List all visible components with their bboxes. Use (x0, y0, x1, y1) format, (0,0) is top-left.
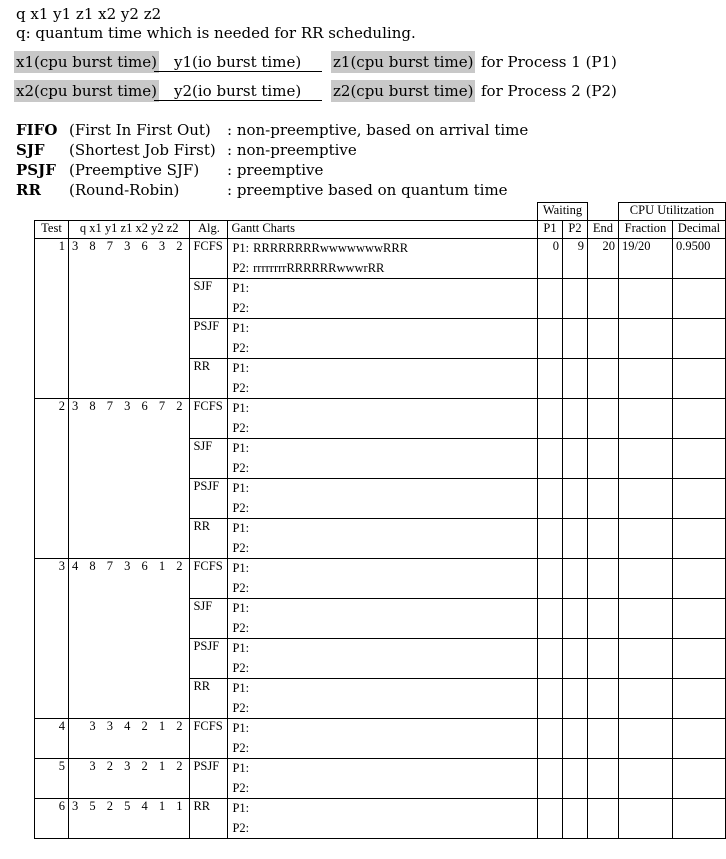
cpu-fraction-cell[interactable] (618, 519, 672, 559)
gantt-p1-label: P1: (232, 681, 250, 695)
test-number-cell: 5 (35, 759, 69, 799)
waiting-p1-cell[interactable]: 0 (538, 239, 563, 279)
algorithm-abbr: FIFO (16, 121, 58, 139)
test-number-cell: 6 (35, 799, 69, 839)
test-params-cell: 4 8 7 3 6 1 2 (68, 559, 190, 719)
gantt-chart-cell (228, 479, 538, 519)
waiting-p1-cell[interactable] (538, 759, 563, 799)
waiting-p2-cell[interactable] (563, 479, 588, 519)
waiting-p1-cell[interactable] (538, 599, 563, 639)
end-time-cell[interactable] (588, 799, 619, 839)
algorithm-cell: FCFS (190, 719, 228, 759)
algorithm-full-name: (Shortest Job First) (69, 141, 216, 159)
gantt-chart-cell (228, 399, 538, 439)
gantt-p2-line (232, 419, 533, 439)
algorithm-abbr: PSJF (16, 161, 56, 179)
gantt-p1-line (232, 559, 533, 579)
waiting-p2-cell[interactable]: 9 (563, 239, 588, 279)
algorithm-cell: SJF (190, 599, 228, 639)
gantt-p2-label: P2: (232, 660, 250, 675)
gantt-p2-label: P2: (232, 300, 250, 315)
gantt-p1-label: P1: (232, 321, 250, 335)
test-params-cell: 3 8 7 3 6 7 2 (68, 399, 190, 559)
gantt-chart-cell (228, 359, 538, 399)
gantt-p1-label: P1: (232, 281, 250, 295)
gantt-p2-value[interactable]: rrrrrrrrRRRRRRwwwrRR (253, 260, 385, 275)
waiting-p2-cell[interactable] (563, 599, 588, 639)
gantt-p1-line (232, 679, 533, 699)
gantt-p2-label: P2: (232, 460, 250, 475)
gantt-chart-cell (228, 639, 538, 679)
cpu-fraction-cell[interactable] (618, 559, 672, 599)
test-params-cell: 3 8 7 3 6 3 2 (68, 239, 190, 399)
gantt-p2-line (232, 259, 533, 279)
algorithm-description: : preemptive (227, 161, 324, 179)
gantt-chart-cell (228, 279, 538, 319)
algorithm-cell: RR (190, 359, 228, 399)
cpu-fraction-cell[interactable] (618, 319, 672, 359)
col-alg-header: Alg. (190, 221, 228, 239)
algorithm-cell: RR (190, 519, 228, 559)
waiting-p2-cell[interactable] (563, 319, 588, 359)
gantt-p1-value[interactable]: RRRRRRRRwwwwwwwRRR (253, 241, 409, 255)
gantt-chart-cell (228, 719, 538, 759)
algorithm-cell: SJF (190, 279, 228, 319)
gantt-p1-line (232, 399, 533, 419)
algorithm-full-name: (Round-Robin) (69, 181, 180, 199)
algorithm-cell: PSJF (190, 759, 228, 799)
waiting-group-header: Waiting (538, 203, 588, 221)
gantt-p2-label: P2: (232, 380, 250, 395)
gantt-p1-line (232, 799, 533, 819)
col-decimal-header: Decimal (672, 221, 725, 239)
cpu-decimal-cell[interactable] (672, 359, 725, 399)
col-waiting-p2-header: P2 (563, 221, 588, 239)
gantt-chart-cell (228, 559, 538, 599)
algorithm-cell: FCFS (190, 559, 228, 599)
gantt-p1-line (232, 639, 533, 659)
gantt-p2-line (232, 779, 533, 799)
gantt-chart-cell (228, 759, 538, 799)
gantt-chart-cell (228, 679, 538, 719)
gantt-p2-line (232, 739, 533, 759)
waiting-p1-cell[interactable] (538, 399, 563, 439)
cpu-fraction-cell[interactable] (618, 359, 672, 399)
end-time-cell[interactable] (588, 639, 619, 679)
end-time-cell[interactable] (588, 679, 619, 719)
algorithm-cell: FCFS (190, 399, 228, 439)
gantt-p2-line (232, 659, 533, 679)
scheduling-table (34, 202, 726, 839)
format-line: q x1 y1 z1 x2 y2 z2 (16, 5, 162, 23)
cpu-burst-1-label: x2(cpu burst time) (16, 82, 157, 100)
end-time-cell[interactable] (588, 519, 619, 559)
waiting-p1-cell[interactable] (538, 719, 563, 759)
cpu-decimal-cell[interactable] (672, 279, 725, 319)
gantt-p1-label: P1: (232, 521, 250, 535)
cpu-fraction-cell[interactable] (618, 279, 672, 319)
io-burst-label: y1(io burst time) (154, 51, 322, 72)
cpu-decimal-cell[interactable] (672, 679, 725, 719)
waiting-p2-cell[interactable] (563, 279, 588, 319)
cpu-fraction-cell[interactable] (618, 679, 672, 719)
process-description: for Process 1 (P1) (481, 53, 617, 71)
cpu-decimal-cell[interactable] (672, 759, 725, 799)
waiting-p2-cell[interactable] (563, 759, 588, 799)
waiting-p1-cell[interactable] (538, 359, 563, 399)
col-fraction-header: Fraction (618, 221, 672, 239)
algorithm-full-name: (Preemptive SJF) (69, 161, 200, 179)
waiting-p1-cell[interactable] (538, 319, 563, 359)
gantt-p2-line (232, 339, 533, 359)
cpu-decimal-cell[interactable] (672, 319, 725, 359)
gantt-p1-label: P1: (232, 721, 250, 735)
gantt-p2-line (232, 579, 533, 599)
algorithm-cell: RR (190, 679, 228, 719)
gantt-p2-line (232, 619, 533, 639)
cpu-burst-1-label: x1(cpu burst time) (16, 53, 157, 71)
cpu-decimal-cell[interactable] (672, 479, 725, 519)
algorithm-full-name: (First In First Out) (69, 121, 211, 139)
gantt-chart-cell (228, 799, 538, 839)
end-time-cell[interactable] (588, 559, 619, 599)
cpu-fraction-cell[interactable] (618, 399, 672, 439)
gantt-p2-label: P2: (232, 340, 250, 355)
gantt-p1-label: P1: (232, 361, 250, 375)
end-time-cell[interactable] (588, 719, 619, 759)
cpu-decimal-cell[interactable] (672, 399, 725, 439)
cpu-decimal-cell[interactable] (672, 639, 725, 679)
gantt-p2-label: P2: (232, 820, 250, 835)
waiting-p1-cell[interactable] (538, 799, 563, 839)
table-row (35, 759, 726, 799)
gantt-p2-label: P2: (232, 620, 250, 635)
cpu-decimal-cell[interactable] (672, 599, 725, 639)
gantt-p2-line (232, 539, 533, 559)
algorithm-abbr: SJF (16, 141, 45, 159)
waiting-p2-cell[interactable] (563, 679, 588, 719)
end-time-cell[interactable] (588, 479, 619, 519)
algorithm-cell: PSJF (190, 639, 228, 679)
end-time-cell[interactable]: 20 (588, 239, 619, 279)
gantt-chart-cell (228, 239, 538, 279)
test-number-cell: 4 (35, 719, 69, 759)
gantt-p1-label: P1: (232, 641, 250, 655)
end-time-cell[interactable] (588, 759, 619, 799)
gantt-p1-label: P1: (232, 601, 250, 615)
waiting-p2-cell[interactable] (563, 799, 588, 839)
end-time-cell[interactable] (588, 319, 619, 359)
gantt-p2-label: P2: (232, 260, 250, 275)
cpu-fraction-cell[interactable] (618, 479, 672, 519)
cpu-fraction-cell[interactable]: 19/20 (618, 239, 672, 279)
gantt-p1-line (232, 519, 533, 539)
algorithm-abbr: RR (16, 181, 41, 199)
cpu-burst-2-label: z2(cpu burst time) (333, 82, 474, 100)
cpu-decimal-cell[interactable] (672, 719, 725, 759)
cpu-fraction-cell[interactable] (618, 719, 672, 759)
table-row (35, 399, 726, 439)
cpu-burst-2-label: z1(cpu burst time) (333, 53, 474, 71)
gantt-p1-label: P1: (232, 801, 250, 815)
waiting-p1-cell[interactable] (538, 639, 563, 679)
gantt-p2-line (232, 499, 533, 519)
waiting-p1-cell[interactable] (538, 279, 563, 319)
cpu-decimal-cell[interactable] (672, 519, 725, 559)
gantt-p1-line (232, 599, 533, 619)
process-description: for Process 2 (P2) (481, 82, 617, 100)
algorithm-description: : preemptive based on quantum time (227, 181, 508, 199)
waiting-p1-cell[interactable] (538, 439, 563, 479)
gantt-p2-line (232, 699, 533, 719)
gantt-p1-label: P1: (232, 561, 250, 575)
cpu-decimal-cell[interactable] (672, 799, 725, 839)
test-number-cell: 1 (35, 239, 69, 399)
gantt-p2-label: P2: (232, 540, 250, 555)
col-gantt-header: Gantt Charts (228, 221, 538, 239)
gantt-p1-line (232, 719, 533, 739)
gantt-p1-label: P1: (232, 401, 250, 415)
col-params-header: q x1 y1 z1 x2 y2 z2 (68, 221, 190, 239)
test-params-cell: 3 2 3 2 1 2 (68, 759, 190, 799)
table-row (35, 719, 726, 759)
cpu-decimal-cell[interactable] (672, 559, 725, 599)
waiting-p2-cell[interactable] (563, 719, 588, 759)
end-time-cell[interactable] (588, 359, 619, 399)
algorithm-description: : non-preemptive (227, 141, 357, 159)
gantt-p2-label: P2: (232, 740, 250, 755)
gantt-chart-cell (228, 599, 538, 639)
gantt-p1-line (232, 479, 533, 499)
end-time-cell[interactable] (588, 599, 619, 639)
algorithm-description: : non-preemptive, based on arrival time (227, 121, 529, 139)
end-time-cell[interactable] (588, 279, 619, 319)
quantum-description: q: quantum time which is needed for RR scheduling. (16, 24, 416, 42)
gantt-p2-line (232, 299, 533, 319)
waiting-p1-cell[interactable] (538, 479, 563, 519)
table-row (35, 799, 726, 839)
gantt-chart-cell (228, 319, 538, 359)
gantt-p1-line (232, 759, 533, 779)
cpu-fraction-cell[interactable] (618, 439, 672, 479)
table-row (35, 559, 726, 599)
waiting-p2-cell[interactable] (563, 519, 588, 559)
test-number-cell: 3 (35, 559, 69, 719)
waiting-p2-cell[interactable] (563, 559, 588, 599)
cpu-fraction-cell[interactable] (618, 599, 672, 639)
gantt-chart-cell (228, 439, 538, 479)
gantt-p1-line (232, 279, 533, 299)
algorithm-cell: SJF (190, 439, 228, 479)
waiting-p1-cell[interactable] (538, 519, 563, 559)
gantt-p2-label: P2: (232, 420, 250, 435)
table-row (35, 239, 726, 279)
io-burst-label: y2(io burst time) (154, 80, 322, 101)
gantt-p2-label: P2: (232, 500, 250, 515)
gantt-chart-cell (228, 519, 538, 559)
waiting-p2-cell[interactable] (563, 439, 588, 479)
cpu-decimal-cell[interactable]: 0.9500 (672, 239, 725, 279)
waiting-p1-cell[interactable] (538, 559, 563, 599)
cpu-utilization-group-header: CPU Utilitzation (618, 203, 725, 221)
algorithm-cell: PSJF (190, 479, 228, 519)
cpu-decimal-cell[interactable] (672, 439, 725, 479)
waiting-p2-cell[interactable] (563, 359, 588, 399)
waiting-p2-cell[interactable] (563, 399, 588, 439)
gantt-p1-label: P1: (232, 761, 250, 775)
waiting-p2-cell[interactable] (563, 639, 588, 679)
end-time-cell[interactable] (588, 439, 619, 479)
gantt-p1-label: P1: (232, 481, 250, 495)
test-params-cell: 3 5 2 5 4 1 1 (68, 799, 190, 839)
gantt-p1-line (232, 319, 533, 339)
waiting-p1-cell[interactable] (538, 679, 563, 719)
gantt-p2-label: P2: (232, 580, 250, 595)
test-number-cell: 2 (35, 399, 69, 559)
col-test-header: Test (35, 221, 69, 239)
gantt-p2-label: P2: (232, 780, 250, 795)
gantt-p1-line (232, 359, 533, 379)
gantt-p2-line (232, 379, 533, 399)
col-end-header: End (588, 221, 619, 239)
cpu-fraction-cell[interactable] (618, 639, 672, 679)
gantt-p1-label: P1: (232, 241, 250, 255)
cpu-fraction-cell[interactable] (618, 799, 672, 839)
gantt-p1-label: P1: (232, 441, 250, 455)
algorithm-cell: PSJF (190, 319, 228, 359)
end-time-cell[interactable] (588, 399, 619, 439)
gantt-p2-line (232, 459, 533, 479)
algorithm-cell: FCFS (190, 239, 228, 279)
test-params-cell: 3 3 4 2 1 2 (68, 719, 190, 759)
gantt-p1-line (232, 239, 533, 259)
gantt-p2-label: P2: (232, 700, 250, 715)
cpu-fraction-cell[interactable] (618, 759, 672, 799)
gantt-p2-line (232, 819, 533, 839)
col-waiting-p1-header: P1 (538, 221, 563, 239)
gantt-p1-line (232, 439, 533, 459)
algorithm-cell: RR (190, 799, 228, 839)
